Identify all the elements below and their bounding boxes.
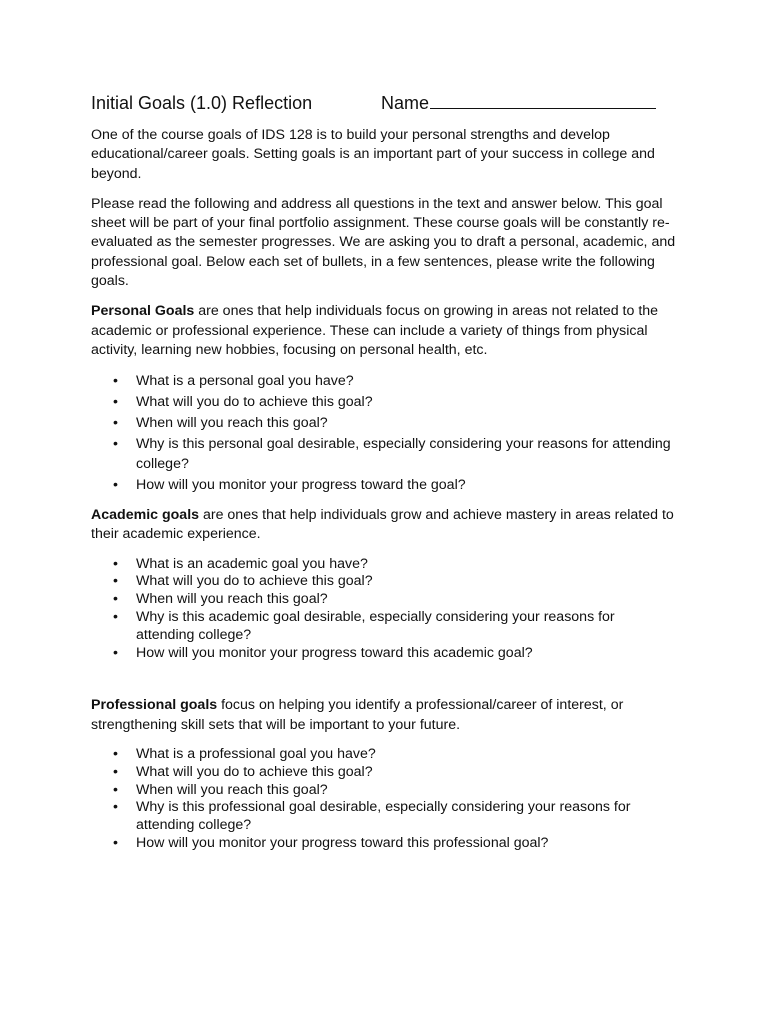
bullet-icon: •: [113, 573, 118, 590]
list-item: [91, 764, 676, 782]
name-label: Name: [381, 93, 430, 113]
bullet-icon: •: [113, 555, 118, 572]
list-item: [91, 434, 676, 476]
bullet-icon: •: [113, 435, 118, 452]
intro-paragraph-2: Please read the following and address all questions in the text and answer below. This goal sheet will be part of your final portfolio assignment. These course goals will be constantly re-evaluated as the semester progresses. We are asking you to draft a personal, academic, and professional goal. Below each set of bullets, in a few sentences, please write the following goals.: [91, 195, 676, 290]
question-text: When will you reach this goal?: [136, 591, 328, 608]
list-item: [91, 609, 676, 645]
document-page: [91, 92, 676, 863]
list-item: [91, 835, 676, 853]
bullet-icon: •: [113, 394, 118, 411]
bullet-icon: •: [113, 644, 118, 661]
question-text: What will you do to achieve this goal?: [136, 763, 373, 780]
question-text: Why is this academic goal desirable, especially considering your reasons for attending college?: [136, 609, 615, 643]
question-text: What is a personal goal you have?: [136, 373, 354, 390]
list-item: [91, 413, 676, 434]
bullet-icon: •: [113, 591, 118, 608]
name-blank-line: [430, 92, 656, 109]
question-text: What is an academic goal you have?: [136, 555, 368, 572]
academic-questions-list: [91, 556, 676, 663]
question-text: How will you monitor your progress toward this academic goal?: [136, 644, 533, 661]
bullet-icon: •: [113, 414, 118, 431]
section-spacer: [91, 672, 676, 696]
question-text: Why is this personal goal desirable, especially considering your reasons for attending college?: [136, 435, 671, 473]
professional-goals-heading: Professional goals: [91, 697, 218, 714]
personal-goals-heading: Personal Goals: [91, 303, 195, 320]
question-text: What will you do to achieve this goal?: [136, 394, 373, 411]
bullet-icon: •: [113, 763, 118, 780]
academic-goals-text: are ones that help individuals grow and achieve mastery in areas related to their academic experience.: [91, 507, 674, 543]
list-item: [91, 475, 676, 496]
intro-paragraph-1: One of the course goals of IDS 128 is to build your personal strengths and develop educational/career goals. Setting goals is an important part of your success in college and beyond.: [91, 127, 655, 182]
professional-goals-paragraph: [91, 696, 676, 735]
bullet-icon: •: [113, 799, 118, 816]
bullet-icon: •: [113, 746, 118, 763]
list-item: [91, 371, 676, 392]
professional-goals-text: focus on helping you identify a professional/career of interest, or strengthening skill sets that will be important to your future.: [91, 697, 624, 733]
list-item: [91, 573, 676, 591]
bullet-icon: •: [113, 781, 118, 798]
question-text: When will you reach this goal?: [136, 781, 328, 798]
list-item: [91, 392, 676, 413]
bullet-icon: •: [113, 373, 118, 390]
question-text: What is a professional goal you have?: [136, 746, 376, 763]
personal-questions-list: [91, 371, 676, 496]
personal-goals-paragraph: [91, 302, 676, 360]
list-item: [91, 645, 676, 663]
page-title: Initial Goals (1.0) Reflection: [91, 93, 313, 113]
bullet-icon: •: [113, 609, 118, 626]
question-text: Why is this professional goal desirable, especially considering your reasons for attending college?: [136, 799, 631, 834]
question-text: When will you reach this goal?: [136, 414, 328, 431]
list-item: [91, 782, 676, 800]
question-text: How will you monitor your progress toward this professional goal?: [136, 835, 549, 851]
academic-goals-heading: Academic goals: [91, 507, 200, 524]
question-text: How will you monitor your progress toward the goal?: [136, 477, 466, 494]
question-text: What will you do to achieve this goal?: [136, 573, 373, 590]
list-item: [91, 591, 676, 609]
personal-goals-text: are ones that help individuals focus on growing in areas not related to the academic or professional experience. These can include a variety of things from physical activity, learning new hobbies, focusing on personal health, etc.: [91, 303, 659, 358]
bullet-icon: •: [113, 835, 118, 851]
list-item: [91, 746, 676, 764]
title-row: [91, 92, 676, 114]
professional-questions-list: [91, 746, 676, 853]
academic-goals-paragraph: [91, 506, 676, 545]
list-item: [91, 556, 676, 574]
bullet-icon: •: [113, 477, 118, 494]
list-item: [91, 799, 676, 835]
